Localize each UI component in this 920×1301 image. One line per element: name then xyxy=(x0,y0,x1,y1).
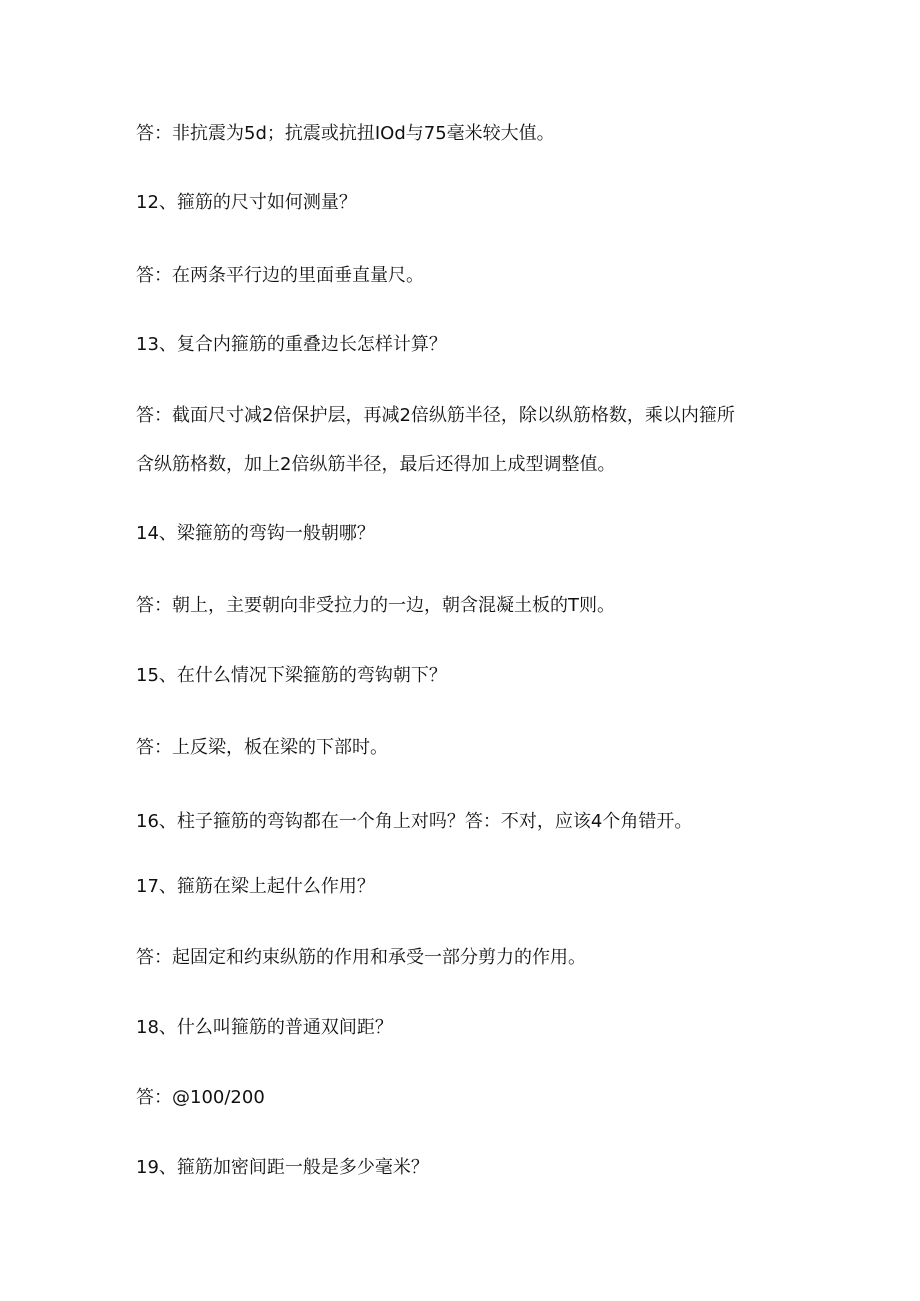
answer-17: 答：起固定和约束纵筋的作用和承受一部分剪力的作用。 xyxy=(136,947,586,968)
answer-13-line-1: 答：截面尺寸减2倍保护层，再减2倍纵筋半径，除以纵筋格数，乘以内箍所 xyxy=(136,405,735,426)
question-14: 14、梁箍筋的弯钩一般朝哪？ xyxy=(136,523,375,544)
question-16: 16、柱子箍筋的弯钩都在一个角上对吗？答：不对，应该4个角错开。 xyxy=(136,811,693,832)
question-12: 12、箍筋的尺寸如何测量？ xyxy=(136,192,357,213)
question-18: 18、什么叫箍筋的普通双间距？ xyxy=(136,1017,393,1038)
question-17: 17、箍筋在梁上起什么作用？ xyxy=(136,876,375,897)
question-19: 19、箍筋加密间距一般是多少毫米？ xyxy=(136,1157,429,1178)
answer-18: 答：@100/200 xyxy=(136,1087,265,1108)
question-15: 15、在什么情况下梁箍筋的弯钩朝下？ xyxy=(136,665,447,686)
answer-11: 答：非抗震为5d；抗震或抗扭IOd与75毫米较大值。 xyxy=(136,123,555,144)
answer-15: 答：上反梁，板在梁的下部时。 xyxy=(136,737,388,758)
answer-12: 答：在两条平行边的里面垂直量尺。 xyxy=(136,265,424,286)
answer-14: 答：朝上，主要朝向非受拉力的一边，朝含混凝土板的T则。 xyxy=(136,595,615,616)
answer-13-line-2: 含纵筋格数，加上2倍纵筋半径，最后还得加上成型调整值。 xyxy=(136,454,616,475)
question-13: 13、复合内箍筋的重叠边长怎样计算？ xyxy=(136,334,447,355)
